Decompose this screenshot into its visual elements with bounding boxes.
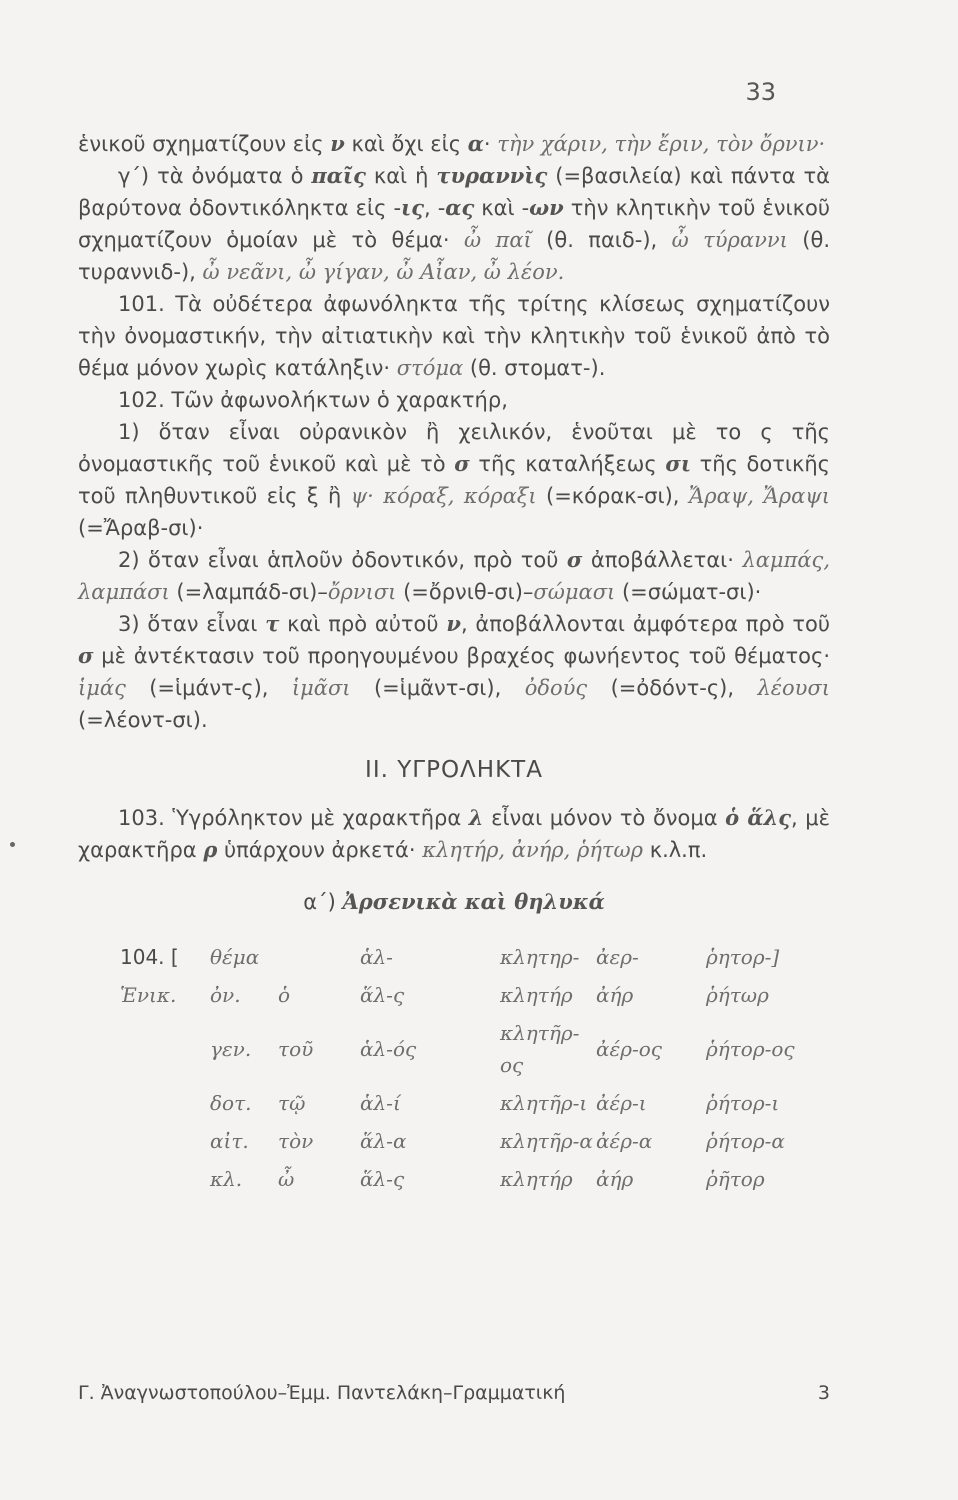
table-cell: ἀέρ-α (596, 1129, 653, 1153)
table-cell: τῷ (278, 1091, 306, 1115)
paragraph-102-3: 3) ὅταν εἶναι τ καὶ πρὸ αὐτοῦ ν, ἀποβάλλονται ἀμφότερα πρὸ τοῦ σ μὲ ἀντέκτασιν τοῦ προηγουμένου βραχέος φωνήεντος τοῦ θέματος· ἱμάς (=ἱμάντ-ς), ἱμᾶσι (=ἱμᾶντ-σι), ὀδούς (=ὀδόντ-ς), λέουσι (=λέοντ-σι). (78, 611, 831, 732)
table-cell: ῥήτωρ (706, 983, 769, 1007)
table-cell: ῥήτορ-α (706, 1129, 785, 1153)
table-row (120, 1084, 795, 1122)
paragraph-100b-end: ἑνικοῦ σχηματίζουν εἰς ν καὶ ὄχι εἰς α· τὴν χάριν, τὴν ἔριν, τὸν ὄρνιν· (78, 131, 826, 156)
table-row (120, 1014, 795, 1084)
page-footer (78, 1382, 830, 1404)
table-cell: ἅλ-α (360, 1129, 407, 1153)
signature-mark: 3 (817, 1382, 830, 1404)
table-cell (120, 1014, 210, 1084)
table-cell: ῥήτορ-ος (706, 1037, 795, 1061)
table-cell: ἀήρ (596, 983, 634, 1007)
table-cell: γεν. (210, 1037, 252, 1061)
section-heading-ygrolikta: ΙΙ. ΥΓΡΟΛΗΚΤΑ (365, 757, 543, 783)
table-cell: τὸν (278, 1129, 314, 1153)
table-cell: ὀν. (210, 983, 241, 1007)
table-row (120, 1122, 795, 1160)
table-cell: ἁλ-ός (360, 1037, 417, 1061)
table-cell: ἀέρ-ος (596, 1037, 662, 1061)
table-cell: κλητῆρ-α (500, 1129, 593, 1153)
paragraph-101: 101. Τὰ οὐδέτερα ἀφωνόληκτα τῆς τρίτης κλίσεως σχηματίζουν τὴν ὀνομαστικήν, τὴν αἰτιατικὴν καὶ τὴν κλητικὴν τοῦ ἑνικοῦ ἀπὸ τὸ θέμα μόνον χωρὶς κατάληξιν· στόμα (θ. στοματ-). (78, 292, 830, 380)
table-cell: ἀερ- (596, 945, 639, 969)
table-row (120, 1160, 795, 1198)
table-cell: ῥήτορ-ι (706, 1091, 780, 1115)
table-cell (278, 938, 360, 976)
table-cell: κλητῆρ-ος (500, 1021, 580, 1077)
table-cell: κλητήρ (500, 1167, 573, 1191)
table-row (120, 938, 795, 976)
footer-book-title: Γ. Ἀναγνωστοπούλου–Ἐμμ. Παντελάκη–Γραμματική (78, 1382, 566, 1404)
declension-table (120, 938, 795, 1198)
paragraph-102: 102. Τῶν ἀφωνολήκτων ὁ χαρακτήρ, (118, 388, 508, 412)
table-cell: ἅλ-ς (360, 983, 405, 1007)
table-cell: ἁλ-ί (360, 1091, 401, 1115)
table-cell: κλητηρ- (500, 945, 580, 969)
page-number: 33 (745, 78, 776, 106)
table-cell: ἀήρ (596, 1167, 634, 1191)
paragraph-102-2: 2) ὅταν εἶναι ἁπλοῦν ὀδοντικόν, πρὸ τοῦ σ ἀποβάλλεται· λαμπάς, λαμπάσι (=λαμπάδ-σι)–ὄρνισι (=ὄρνιθ-σι)–σώμασι (=σώματ-σι)· (78, 547, 830, 604)
table-cell: ἀέρ-ι (596, 1091, 647, 1115)
table-cell (120, 1122, 210, 1160)
table-cell: αἰτ. (210, 1129, 249, 1153)
paragraph-102-1: 1) ὅταν εἶναι οὐρανικὸν ἢ χειλικόν, ἑνοῦται μὲ το ς τῆς ὀνομαστικῆς τοῦ ἑνικοῦ καὶ μὲ τὸ σ τῆς καταλήξεως σι τῆς δοτικῆς τοῦ πληθυντικοῦ εἰς ξ ἢ ψ· κόραξ, κόραξι (=κόρακ-σι), Ἄραψ, Ἄραψι (=Ἄραβ-σι)· (78, 420, 831, 540)
page-body (78, 128, 830, 1198)
subheading-arsenika-thilyka: α΄) Ἀρσενικὰ καὶ θηλυκά (303, 889, 605, 914)
paragraph-100c: γ΄) τὰ ὀνόματα ὁ παῖς καὶ ἡ τυραννὶς (=βασιλεία) καὶ πάντα τὰ βαρύτονα ὀδοντικόληκτα εἰς -ις, -ας καὶ -ων τὴν κλητικὴν τοῦ ἑνικοῦ σχηματίζουν ὁμοίαν μὲ τὸ θέμα· ὦ παῖ (θ. παιδ-), ὦ τύραννι (θ. τυραννιδ-), ὦ νεᾶνι, ὦ γίγαν, ὦ Αἶαν, ὦ λέον. (78, 163, 830, 284)
table-cell: 104. [ (120, 945, 179, 969)
table-cell: Ἑνικ. (120, 983, 177, 1007)
table-cell (120, 1160, 210, 1198)
table-row (120, 976, 795, 1014)
table-cell: ὁ (278, 983, 291, 1007)
table-cell (120, 1084, 210, 1122)
table-cell: ἁλ- (360, 945, 393, 969)
table-cell: κλητήρ (500, 983, 573, 1007)
table-cell: ὦ (278, 1167, 295, 1191)
table-cell: ῥῆτορ (706, 1167, 765, 1191)
table-cell: κλ. (210, 1167, 243, 1191)
table-cell: ἅλ-ς (360, 1167, 405, 1191)
table-cell: θέμα (210, 945, 260, 969)
margin-dot (10, 842, 15, 847)
table-cell: τοῦ (278, 1037, 314, 1061)
paragraph-103: 103. Ὑγρόληκτον μὲ χαρακτῆρα λ εἶναι μόνον τὸ ὄνομα ὁ ἅλς, μὲ χαρακτῆρα ρ ὑπάρχουν ἀρκετά· κλητήρ, ἀνήρ, ῥήτωρ κ.λ.π. (78, 805, 831, 862)
table-cell: δοτ. (210, 1091, 252, 1115)
table-cell: ῥητορ-] (706, 945, 780, 969)
table-cell: κλητῆρ-ι (500, 1091, 588, 1115)
